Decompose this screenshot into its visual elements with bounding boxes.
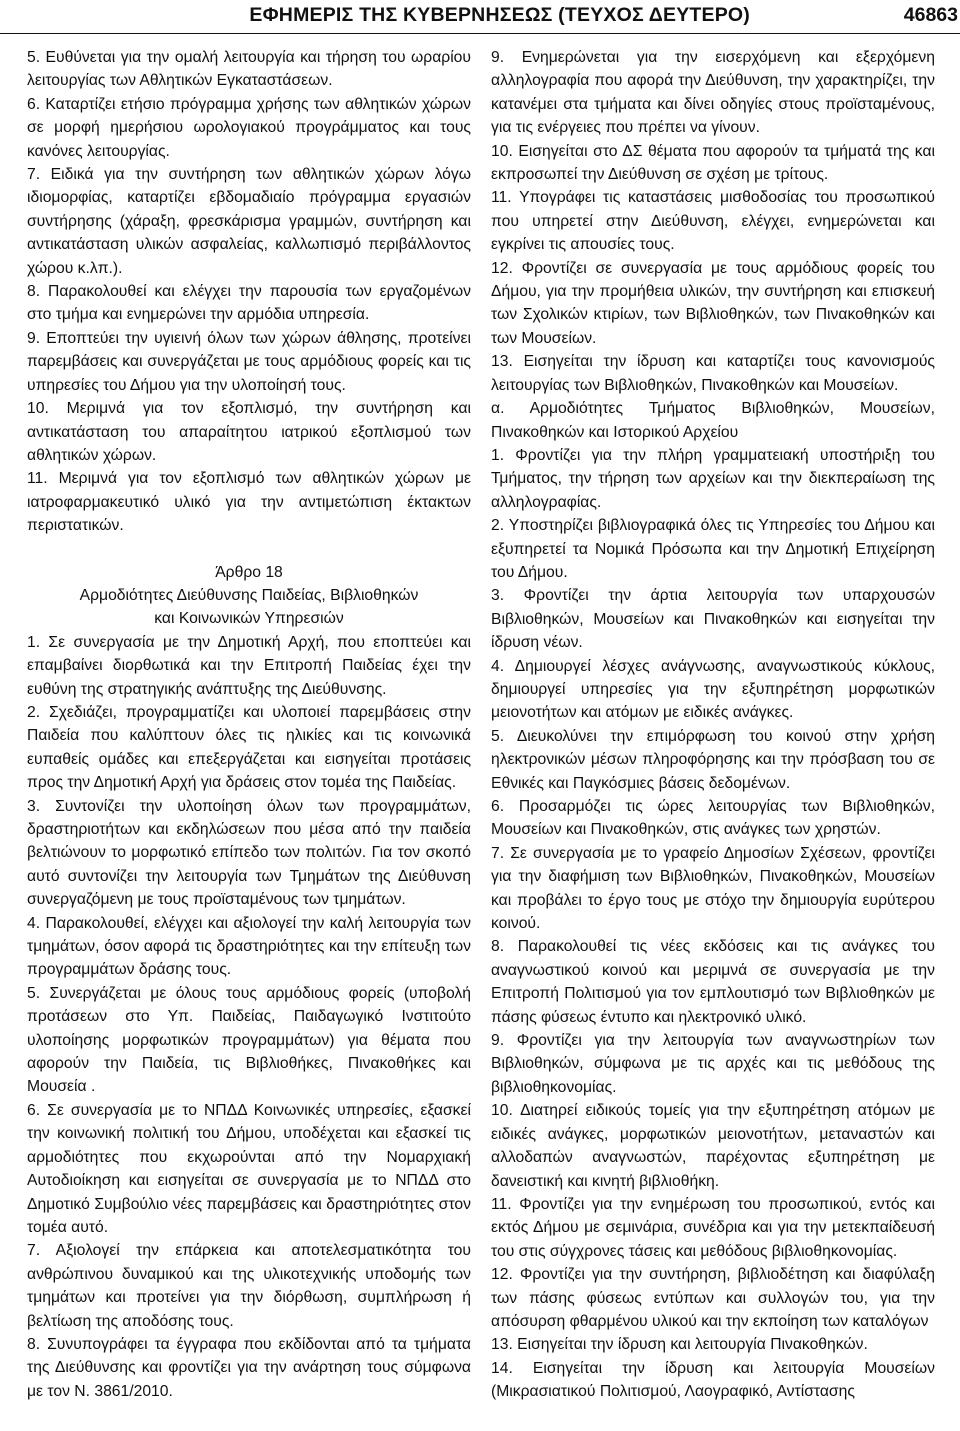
paragraph: 9. Εποπτεύει την υγιεινή όλων των χώρων άθλησης, προτείνει παρεμβάσεις και συνεργάζεται με τους αρμόδιους φορείς και τις υπηρεσίες του Δήμου για την υλοποίησή τους.: [27, 329, 471, 394]
paragraph: 9. Ενημερώνεται για την εισερχόμενη και εξερχόμενη αλληλογραφία που αφορά την Διεύθυνση, την χαρακτηρίζει, την κατανέμει στα τμήματα και δίνει οδηγίες στους προϊσταμένους, για τις ενέργειες που πρέπει να γίνουν.: [491, 49, 935, 137]
paragraph: 5. Συνεργάζεται με όλους τους αρμόδιους φορείς (υποβολή προτάσεων στο Υπ. Παιδείας, Παιδαγωγικό Ινστιτούτο υλοποίησης μορφωτικών προγραμμάτων) για θέματα που αφορούν την Παιδεία, τις Βιβλιοθήκες, Πινακοθήκες και Μουσεία .: [27, 984, 471, 1096]
paragraph: 10. Εισηγείται στο ΔΣ θέματα που αφορούν τα τμήματά της και εκπροσωπεί την Διεύθυνση σε σχέση με τρίτους.: [491, 142, 935, 184]
paragraph: 12. Φροντίζει σε συνεργασία με τους αρμόδιους φορείς του Δήμου, για την προμήθεια υλικών, την συντήρηση και επισκευή των Σχολικών κτιρίων, των Βιβλιοθηκών, των Πινακοθηκών και των Μουσείων.: [491, 259, 935, 347]
paragraph: 14. Εισηγείται την ίδρυση και λειτουργία Μουσείων (Μικρασιατικού Πολιτισμού, Λαογραφικό, Αντίστασης: [491, 1359, 935, 1401]
paragraph: 5. Διευκολύνει την επιμόρφωση του κοινού στην χρήση ηλεκτρονικών μέσων πληροφόρησης και την πρόσβαση του σε Εθνικές και Παγκόσμιες βάσεις δεδομένων.: [491, 727, 935, 792]
page-header: [0, 0, 960, 34]
right-column: [491, 46, 935, 1404]
paragraph: 8. Συνυπογράφει τα έγγραφα που εκδίδονται από τα τμήματα της Διεύθυνσης και φροντίζει για την ανάρτηση τους σύμφωνα με τον Ν. 3861/2010.: [27, 1335, 471, 1400]
paragraph: 13. Εισηγείται την ίδρυση και λειτουργία Πινακοθηκών.: [491, 1336, 868, 1354]
paragraph: 6. Καταρτίζει ετήσιο πρόγραμμα χρήσης των αθλητικών χώρων σε μορφή ημερήσιου ωρολογιακού προγράμματος και τους κανόνες λειτουργίας.: [27, 95, 471, 160]
paragraph: 3. Συντονίζει την υλοποίηση όλων των προγραμμάτων, δραστηριοτήτων και εκδηλώσεων που μέσα από την παιδεία βελτιώνουν το μορφωτικό επίπεδο των πολιτών. Για τον σκοπό αυτό συντονίζει την λειτουργία των Τμημάτων της Διεύθυνση συνεργαζόμενη με τους προϊσταμένους των τμημάτων.: [27, 797, 471, 909]
article-subtitle: Αρμοδιότητες Διεύθυνσης Παιδείας, Βιβλιοθηκών: [79, 586, 419, 604]
paragraph: 10. Διατηρεί ειδικούς τομείς για την εξυπηρέτηση ατόμων με ειδικές ανάγκες, μορφωτικών μειονοτήτων, μεταναστών και αλλοδαπών αναγνωστών, παρέχοντας εξυπηρέτηση με δανειστική και κινητή βιβλιοθήκη.: [491, 1102, 935, 1190]
gazette-title: ΕΦΗΜΕΡΙΣ ΤΗΣ ΚΥΒΕΡΝΗΣΕΩΣ (ΤΕΥΧΟΣ ΔΕΥΤΕΡΟ): [249, 4, 750, 26]
page-number: 46863: [903, 4, 958, 26]
paragraph: 1. Σε συνεργασία με την Δημοτική Αρχή, που εποπτεύει και επαμβαίνει διορθωτικά και την Επιτροπή Παιδείας έχει την ευθύνη της στρατηγικής ανάπτυξης της Διεύθυνσης.: [27, 633, 471, 698]
paragraph: 7. Αξιολογεί την επάρκεια και αποτελεσματικότητα του ανθρώπινου δυναμικού και της υλικοτεχνικής υποδομής των τμημάτων και προτείνει για την διόρθωση, συμπλήρωση ή βελτίωση της αποδόσης τους.: [27, 1242, 471, 1330]
paragraph: 6. Προσαρμόζει τις ώρες λειτουργίας των Βιβλιοθηκών, Μουσείων και Πινακοθηκών, στις ανάγκες των χρηστών.: [491, 798, 935, 839]
paragraph: 3. Φροντίζει την άρτια λειτουργία των υπαρχουσών Βιβλιοθηκών, Μουσείων και Πινακοθηκών και εισηγείται την ίδρυση νέων.: [491, 587, 935, 652]
paragraph: 7. Σε συνεργασία με το γραφείο Δημοσίων Σχέσεων, φροντίζει για την διαφήμιση των Βιβλιοθηκών, Πινακοθηκών, Μουσείων και προβάλει το έργο τους με στόχο την δημιουργία ευρύτερου κοινού.: [491, 844, 935, 933]
paragraph: 7. Ειδικά για την συντήρηση των αθλητικών χώρων λόγω ιδιομορφίας, καταρτίζει εβδομαδιαίο πρόγραμμα εργασιών συντήρησης (χάραξη, φρεσκάρισμα γραμμών, συντήρηση και αντικατάσταση υλικών ασφαλείας, καλλωπισμό περιβάλλοντος χώρου κ.λπ.).: [27, 166, 471, 277]
paragraph: 2. Σχεδιάζει, προγραμματίζει και υλοποιεί παρεμβάσεις στην Παιδεία που καλύπτουν όλες τις ηλικίες και τις κοινωνικά ευπαθείς ομάδες και επεξεργάζεται και εισηγείται προτάσεις προς την Δημοτική Αρχή για δράσεις στον τομέα της Παιδείας.: [27, 703, 471, 792]
paragraph: 13. Εισηγείται την ίδρυση και καταρτίζει τους κανονισμούς λειτουργίας των Βιβλιοθηκών, Πινακοθηκών και Μουσείων.: [491, 353, 935, 394]
paragraph: 2. Υποστηρίζει βιβλιογραφικά όλες τις Υπηρεσίες του Δήμου και εξυπηρετεί τα Νομικά Πρόσωπα και την Δημοτική Επιχείρηση του Δήμου.: [491, 517, 935, 581]
paragraph: 1. Φροντίζει για την πλήρη γραμματειακή υποστήριξη του Τμήματος, την τήρηση των αρχείων και την διεκπεραίωση της αλληλογραφίας.: [491, 446, 935, 511]
paragraph: 11. Φροντίζει για την ενημέρωση του προσωπικού, εντός και εκτός Δήμου με σεμινάρια, συνέδρια και για την μετεκπαίδευσή του στις σύγχρονες τάσεις και μεθόδους βιβλιοθηκονομίας.: [491, 1195, 935, 1260]
paragraph: 8. Παρακολουθεί και ελέγχει την παρουσία των εργαζομένων στο τμήμα και ενημερώνει την αρμόδια υπηρεσία.: [27, 283, 471, 324]
paragraph: 11. Υπογράφει τις καταστάσεις μισθοδοσίας του προσωπικού που υπηρετεί στην Διεύθυνση, ελέγχει, ενημερώνεται και εγκρίνει τις απουσίες τους.: [491, 189, 935, 254]
paragraph: 4. Δημιουργεί λέσχες ανάγνωσης, αναγνωστικούς κύκλους, δημιουργεί υπηρεσίες για την εξυπηρέτηση μορφωτικών μειονοτήτων και ατόμων με ειδικές ανάγκες.: [491, 657, 935, 722]
section-heading: α. Αρμοδιότητες Τμήματος Βιβλιοθηκών, Μουσείων, Πινακοθηκών και Ιστορικού Αρχείου: [491, 400, 935, 441]
paragraph: 9. Φροντίζει για την λειτουργία των αναγνωστηρίων των Βιβλιοθηκών, σύμφωνα με τις αρχές και τις μεθόδους της βιβλιοθηκονομίας.: [491, 1032, 935, 1096]
paragraph: 10. Μεριμνά για τον εξοπλισμό, την συντήρηση και αντικατάσταση του απαραίτητου ιατρικού εξοπλισμού των αθλητικών χώρων.: [27, 400, 471, 464]
paragraph: 5. Ευθύνεται για την ομαλή λειτουργία και τήρηση του ωραρίου λειτουργίας των Αθλητικών Εγκαταστάσεων.: [27, 49, 471, 90]
paragraph: 12. Φροντίζει για την συντήρηση, βιβλιοδέτηση και διαφύλαξη των πάσης φύσεως εντύπων και συλλογών του, για την απόσυρση φθαρμένου υλικού και την εκποίηση των καταλόγων: [491, 1266, 935, 1330]
paragraph: 6. Σε συνεργασία με το ΝΠΔΔ Κοινωνικές υπηρεσίες, εξασκεί την κοινωνική πολιτική του Δήμου, υποδέχεται και εξασκεί τις αρμοδιότητες που εκχωρούνται από την Νομαρχιακή Αυτοδιοίκηση και εισηγείται σε συνεργασία με το ΝΠΔΔ στο Δημοτικό Συμβούλιο νέες παρεμβάσεις και δραστηριότητες στον τομέα αυτό.: [27, 1101, 471, 1236]
left-column: [27, 46, 471, 1403]
article-subtitle: και Κοινωνικών Υπηρεσιών: [154, 610, 344, 628]
paragraph: 11. Μεριμνά για τον εξοπλισμό των αθλητικών χώρων με ιατροφαρμακευτικό υλικό για την αντιμετώπιση έκτακτων περιστατικών.: [27, 470, 471, 535]
article-heading: Άρθρο 18: [215, 563, 283, 581]
paragraph: 4. Παρακολουθεί, ελέγχει και αξιολογεί την καλή λειτουργία των τμημάτων, όσον αφορά τις δραστηριότητες και την επίτευξη των προγραμμάτων δράσης τους.: [27, 914, 471, 979]
paragraph: 8. Παρακολουθεί τις νέες εκδόσεις και τις ανάγκες του αναγνωστικού κοινού και μεριμνά σε συνεργασία με την Επιτροπή Πολιτισμού για τον εμπλουτισμό των Βιβλιοθηκών με πάσης φύσεως έντυπο και ηλεκτρονικό υλικό.: [491, 938, 935, 1026]
header-divider: [0, 33, 960, 34]
